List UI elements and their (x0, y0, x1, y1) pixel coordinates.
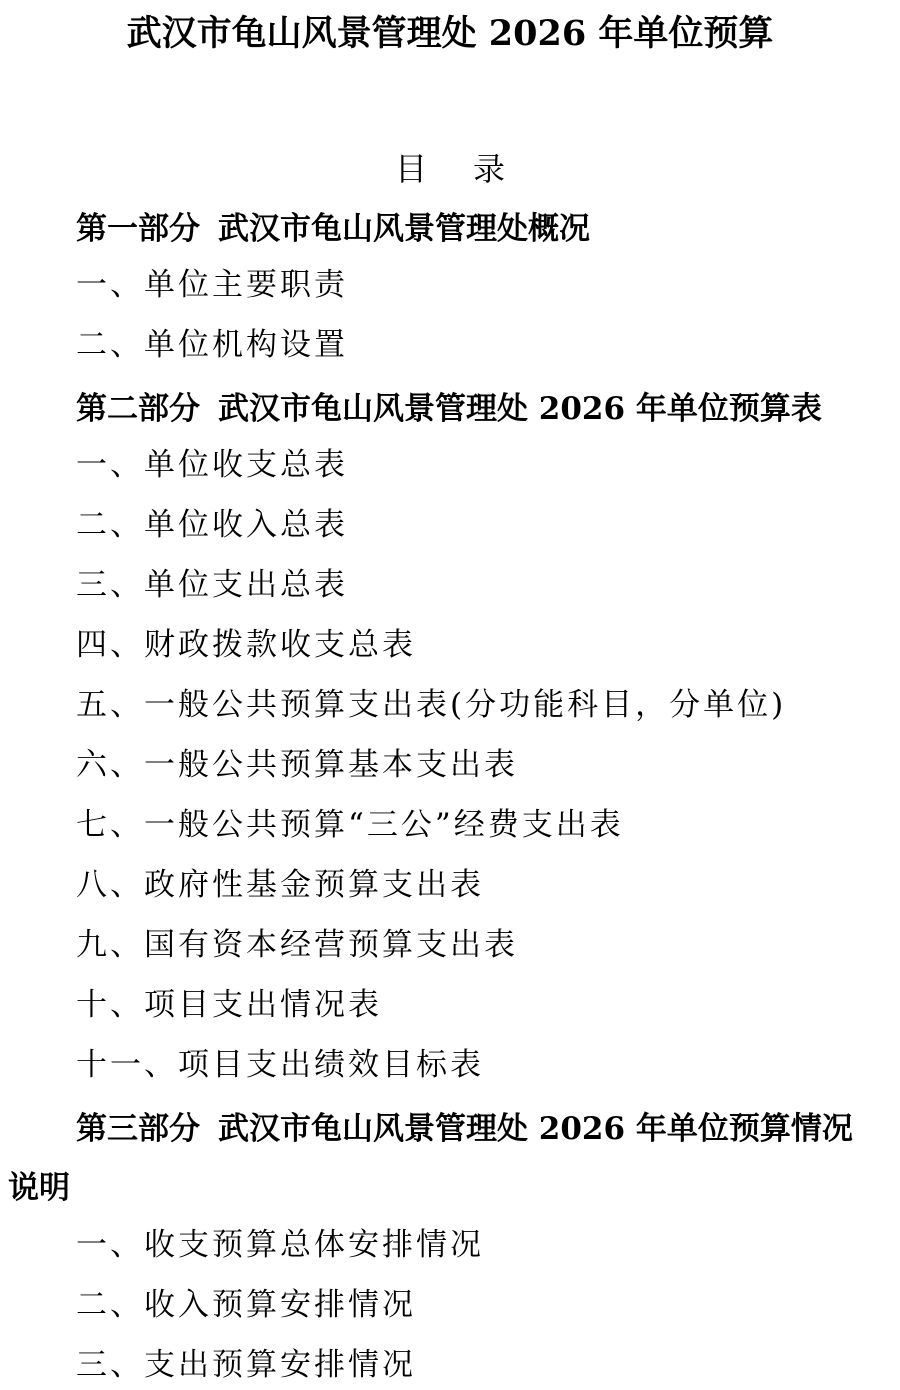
toc-part-3-heading (76, 1107, 853, 1151)
toc-item: 一、收支预算总体安排情况 (76, 1227, 484, 1263)
toc-item: 十、项目支出情况表 (76, 987, 382, 1023)
toc-part-label: 第一部分 (76, 211, 200, 247)
toc-item: 三、支出预算安排情况 (76, 1347, 416, 1383)
document-title: 武汉市龟山风景管理处 2026 年单位预算 (126, 13, 774, 54)
toc-item: 一、单位主要职责 (76, 267, 348, 303)
toc-heading-char-2: 录 (473, 150, 506, 188)
toc-item: 十一、项目支出绩效目标表 (76, 1047, 484, 1083)
toc-item: 四、财政拨款收支总表 (76, 627, 416, 663)
toc-part-text: 武汉市龟山风景管理处 2026 年单位预算表 (218, 391, 822, 427)
toc-heading-char-1: 目 (394, 150, 427, 188)
toc-item: 二、单位机构设置 (76, 327, 348, 363)
toc-part-3-heading-continued: 说明 (8, 1170, 70, 1206)
toc-item: 八、政府性基金预算支出表 (76, 867, 484, 903)
toc-item: 九、国有资本经营预算支出表 (76, 927, 518, 963)
toc-item: 三、单位支出总表 (76, 567, 348, 603)
toc-item: 六、一般公共预算基本支出表 (76, 747, 518, 783)
toc-part-label: 第二部分 (76, 391, 200, 427)
toc-part-text: 武汉市龟山风景管理处概况 (218, 211, 590, 247)
toc-item: 二、单位收入总表 (76, 507, 348, 543)
toc-part-text: 武汉市龟山风景管理处 2026 年单位预算情况 (218, 1111, 853, 1147)
toc-heading (0, 145, 900, 193)
toc-part-1-heading (76, 207, 590, 251)
toc-item: 二、收入预算安排情况 (76, 1287, 416, 1323)
toc-part-2-heading (76, 387, 822, 431)
toc-item: 一、单位收支总表 (76, 447, 348, 483)
toc-part-label: 第三部分 (76, 1111, 200, 1147)
toc-item: 五、一般公共预算支出表(分功能科目，分单位) (76, 687, 787, 723)
toc-item: 七、一般公共预算“三公”经费支出表 (76, 807, 624, 843)
